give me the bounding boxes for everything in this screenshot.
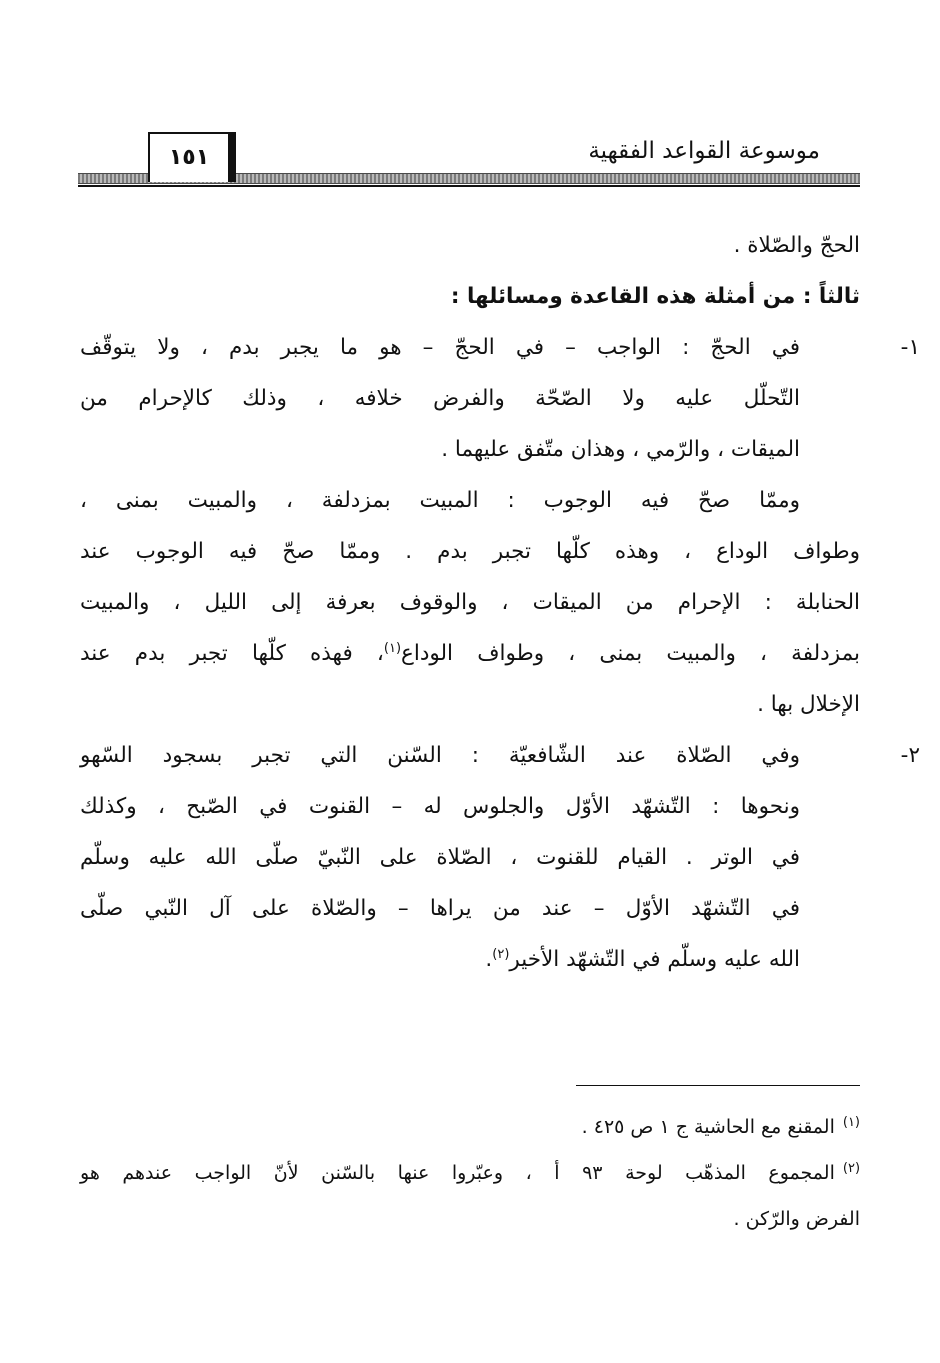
text-segment: ، فهذه كلّها تجبر بدم عند xyxy=(80,641,384,666)
text-line: في الوتر . القيام للقنوت ، الصّلاة على النّبيّ صلّى الله عليه وسلّم xyxy=(80,845,800,870)
text-line-content: في الحجّ : الواجب – في الحجّ – هو ما يجبر بدم ، ولا يتوقّف xyxy=(80,335,800,360)
footnote-mark: (١) xyxy=(842,1114,860,1130)
text-segment: بمزدلفة ، والمبيت بمنى ، وطواف الوداع xyxy=(401,641,860,666)
page-header xyxy=(78,128,860,190)
footnote-2-continued: الفرض والرّكن . xyxy=(733,1208,860,1230)
text-line xyxy=(80,628,860,679)
page-number: ١٥١ xyxy=(148,132,230,182)
book-title: موسوعة القواعد الفقهية xyxy=(588,138,820,164)
list-number: ٢- xyxy=(900,743,920,768)
text-line: التّحلّل عليه ولا الصّحّة والفرض خلافه ، وذلك كالإحرام من xyxy=(80,386,800,411)
text-line: الحجّ والصّلاة . xyxy=(733,233,860,258)
text-line: في التّشهّد الأوّل – عند من يراها – والصّلاة على آل النّبي صلّى xyxy=(80,896,800,921)
text-line xyxy=(80,730,920,781)
text-line: ونحوها : التّشهّد الأوّل والجلوس له – القنوت في الصّبح ، وكذلك xyxy=(80,794,800,819)
text-segment: الله عليه وسلّم في التّشهّد الأخير xyxy=(509,947,800,972)
paragraph xyxy=(80,475,860,730)
footnote-text: المجموع المذهّب لوحة ٩٣ أ ، وعبّروا عنها بالسّنن لأنّ الواجب عندهم هو xyxy=(80,1162,835,1184)
text-line-content: وفي الصّلاة عند الشّافعيّة : السّنن التي تجبر بسجود السّهو xyxy=(80,743,800,768)
footnote-text: المقنع مع الحاشية ج ١ ص ٤٢٥ . xyxy=(581,1116,835,1138)
text-line: وممّا صحّ فيه الوجوب : المبيت بمزدلفة ، والمبيت بمنى ، xyxy=(80,488,800,513)
text-line xyxy=(80,934,860,985)
header-rule-underline xyxy=(78,185,860,187)
footnote-1 xyxy=(80,1104,860,1150)
footnotes xyxy=(80,1104,860,1242)
text-line: الإخلال بها . xyxy=(757,692,860,717)
main-text xyxy=(80,220,920,985)
text-line xyxy=(80,322,920,373)
footnote-mark: (٢) xyxy=(842,1160,861,1176)
list-item-2 xyxy=(80,730,920,985)
footnote-ref: (١) xyxy=(383,640,402,656)
text-line: الحنابلة : الإحرام من الميقات ، والوقوف بعرفة إلى الليل ، والمبيت xyxy=(80,590,860,615)
footnote-divider xyxy=(576,1085,860,1086)
footnote-ref: (٢) xyxy=(492,946,510,962)
list-item-1 xyxy=(80,322,920,475)
list-number: ١- xyxy=(900,335,920,360)
text-line: الميقات ، والرّمي ، وهذان متّفق عليهما . xyxy=(441,437,800,462)
footnote-2 xyxy=(80,1150,860,1196)
text-line: وطواف الوداع ، وهذه كلّها تجبر بدم . وممّا صحّ فيه الوجوب عند xyxy=(80,539,860,564)
text-segment: . xyxy=(485,947,493,972)
section-heading: ثالثاً : من أمثلة هذه القاعدة ومسائلها : xyxy=(450,284,860,309)
